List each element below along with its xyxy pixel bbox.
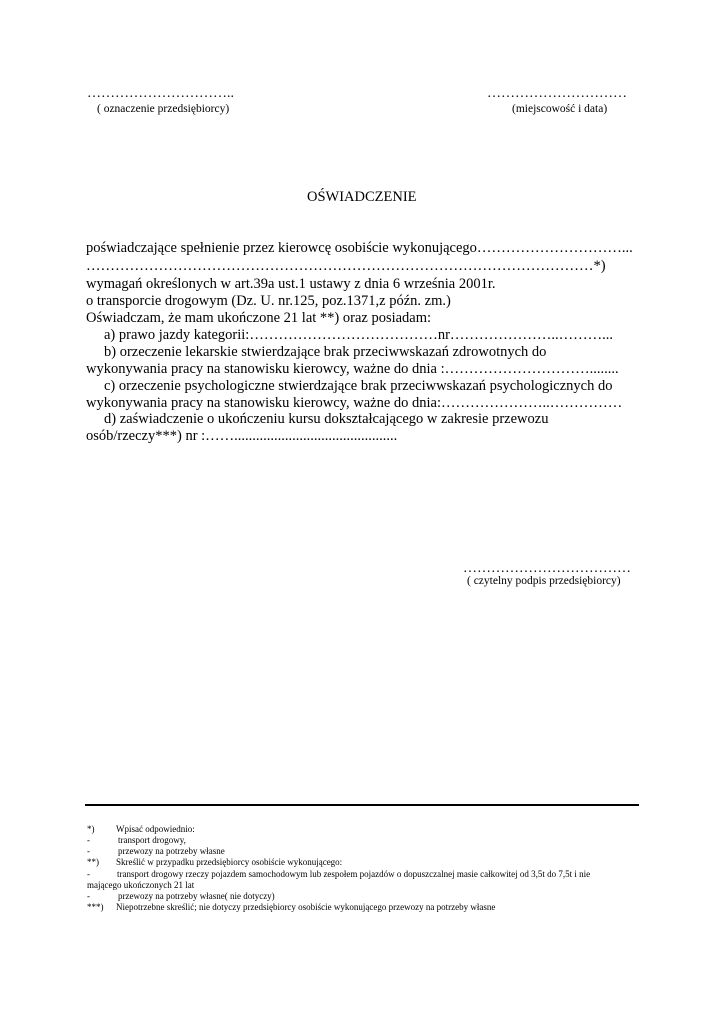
statement-line-2: ……………………………………………………………………………………………*) [86,258,606,274]
footnote-2a-mark: - [87,869,90,879]
footnote-2-text: Skreślić w przypadku przedsiębiorcy osobiście wykonującego: [116,857,343,867]
statement-line-4: o transporcie drogowym (Dz. U. nr.125, poz.1371,z późn. zm.) [86,293,451,309]
footnote-2-mark: **) [87,857,99,867]
item-b-medical: b) orzeczenie lekarskie stwierdzające brak przeciwwskazań zdrowotnych do [104,344,547,360]
document-title: OŚWIADCZENIE [307,189,417,205]
footnote-1b-text: przewozy na potrzeby własne [118,846,225,856]
company-designation-blank: ………………………….. [87,86,234,101]
item-c-psychological: c) orzeczenie psychologiczne stwierdzające brak przeciwwskazań psychologicznych do [104,378,613,394]
footnote-1a-mark: - [87,835,90,845]
footnote-3-mark: ***) [87,902,104,912]
company-designation-caption: ( oznaczenie przedsiębiorcy) [97,103,230,115]
footnote-1b-mark: - [87,846,90,856]
statement-line-5: Oświadczam, że mam ukończone 21 lat **) oraz posiadam: [86,310,432,326]
item-d-course: d) zaświadczenie o ukończeniu kursu dokształcającego w zakresie przewozu [104,411,549,427]
footnote-2a-text: transport drogowy rzeczy pojazdem samochodowym lub zespołem pojazdów o dopuszczalnej masie całkowitej od 3,5t do 7,5t i nie [117,869,591,879]
footnote-2b-mark: - [87,891,90,901]
footnote-1a-text: transport drogowy, [118,835,186,845]
item-b-medical-cont: wykonywania pracy na stanowisku kierowcy, ważne do dnia :…………………………........ [86,361,619,377]
item-d-course-cont: osób/rzeczy***) nr :……............................................. [86,428,398,444]
footnote-1-text: Wpisać odpowiednio: [116,824,195,834]
footnote-3-text: Niepotrzebne skreślić; nie dotyczy przedsiębiorcy osobiście wykonującego przewozy na potrzeby własne [116,902,496,912]
signature-caption: ( czytelny podpis przedsiębiorcy) [467,575,621,587]
statement-line-1: poświadczające spełnienie przez kierowcę osobiście wykonującego…………………………... [86,240,633,256]
place-date-caption: (miejscowość i data) [512,103,608,115]
statement-line-3: wymagań określonych w art.39a ust.1 ustawy z dnia 6 września 2001r. [86,276,496,292]
item-a-license: a) prawo jazdy kategorii:…………………………………nr…………………..………... [104,327,614,343]
signature-blank: ……………………………… [463,561,631,576]
footnote-2b-text: przewozy na potrzeby własne( nie dotyczy) [118,891,275,901]
footnote-1-mark: *) [87,824,95,834]
footnote-divider [85,804,639,806]
item-c-psychological-cont: wykonywania pracy na stanowisku kierowcy, ważne do dnia:…………………..…………… [86,395,623,411]
place-date-blank: ………………………… [487,86,627,101]
footnote-2a-text-cont: mającego ukończonych 21 lat [87,880,195,890]
